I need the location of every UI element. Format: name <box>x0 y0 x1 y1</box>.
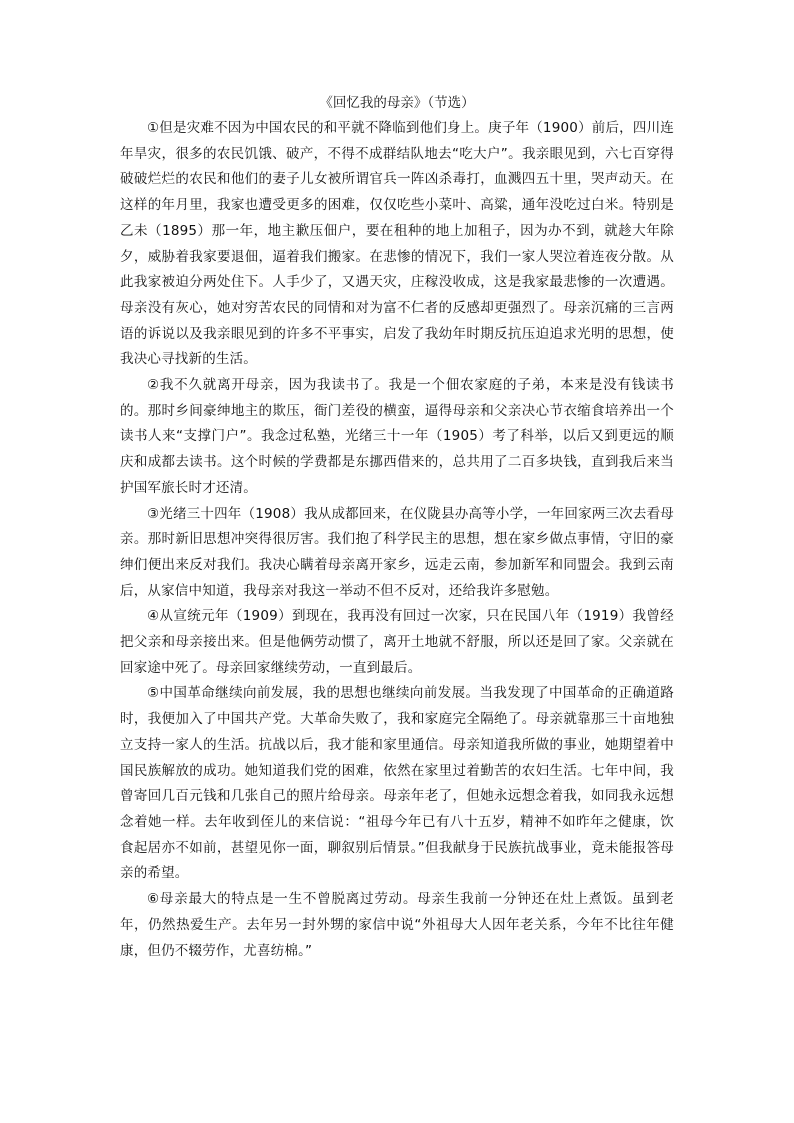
paragraph-3: ③光绪三十四年（1908）我从成都回来，在仪陇县办高等小学，一年回家两三次去看母亲。那时新旧思想冲突得很厉害。我们抱了科学民主的思想，想在家乡做点事情，守旧的豪绅们便出来反对我们。我决心瞒着母亲离开家乡，远走云南，参加新军和同盟会。我到云南后，从家信中知道，我母亲对我这一举动不但不反对，还给我许多慰勉。 <box>120 505 674 599</box>
paragraph-5: ⑤中国革命继续向前发展，我的思想也继续向前发展。当我发现了中国革命的正确道路时，我便加入了中国共产党。大革命失败了，我和家庭完全隔绝了。母亲就靠那三十亩地独立支持一家人的生活。抗战以后，我才能和家里通信。母亲知道我所做的事业，她期望着中国民族解放的成功。她知道我们党的困难，依然在家里过着勤苦的农妇生活。七年中间，我曾寄回几百元钱和几张自己的照片给母亲。母亲年老了，但她永远想念着我，如同我永远想念着她一样。去年收到侄儿的来信说：“祖母今年已有八十五岁，精神不如昨年之健康，饮食起居亦不如前，甚望见你一面，聊叙别后情景。”但我献身于民族抗战事业，竟未能报答母亲的希望。 <box>120 685 674 882</box>
document-page <box>120 92 674 964</box>
paragraph-6: ⑥母亲最大的特点是一生不曾脱离过劳动。母亲生我前一分钟还在灶上煮饭。虽到老年，仍然热爱生产。去年另一封外甥的家信中说“外祖母大人因年老关系，今年不比往年健康，但仍不辍劳作，尤喜纺棉。” <box>120 891 674 959</box>
paragraph-4: ④从宣统元年（1909）到现在，我再没有回过一次家，只在民国八年（1919）我曾经把父亲和母亲接出来。但是他俩劳动惯了，离开土地就不舒服，所以还是回了家。父亲就在回家途中死了。母亲回家继续劳动，一直到最后。 <box>120 608 674 676</box>
paragraph-2: ②我不久就离开母亲，因为我读书了。我是一个佃农家庭的子弟，本来是没有钱读书的。那时乡间豪绅地主的欺压，衙门差役的横蛮，逼得母亲和父亲决心节衣缩食培养出一个读书人来“支撑门户”。我念过私塾，光绪三十一年（1905）考了科举，以后又到更远的顺庆和成都去读书。这个时候的学费都是东挪西借来的，总共用了二百多块钱，直到我后来当护国军旅长时才还清。 <box>120 377 674 496</box>
paragraph-1: ①但是灾难不因为中国农民的和平就不降临到他们身上。庚子年（1900）前后，四川连年旱灾，很多的农民饥饿、破产，不得不成群结队地去“吃大户”。我亲眼见到，六七百穿得破破烂烂的农民和他们的妻子儿女被所谓官兵一阵凶杀毒打，血溅四五十里，哭声动天。在这样的年月里，我家也遭受更多的困难，仅仅吃些小菜叶、高粱，通年没吃过白米。特别是乙未（1895）那一年，地主歉压佃户，要在租种的地上加租子，因为办不到，就趁大年除夕，威胁着我家要退佃，逼着我们搬家。在悲惨的情况下，我们一家人哭泣着连夜分散。从此我家被迫分两处住下。人手少了，又遇天灾，庄稼没收成，这是我家最悲惨的一次遭遇。母亲没有灰心，她对穷苦农民的同情和对为富不仁者的反感却更强烈了。母亲沉痛的三言两语的诉说以及我亲眼见到的许多不平事实，启发了我幼年时期反抗压迫追求光明的思想，使我决心寻找新的生活。 <box>120 120 674 368</box>
document-title: 《回忆我的母亲》（节选） <box>319 95 475 111</box>
